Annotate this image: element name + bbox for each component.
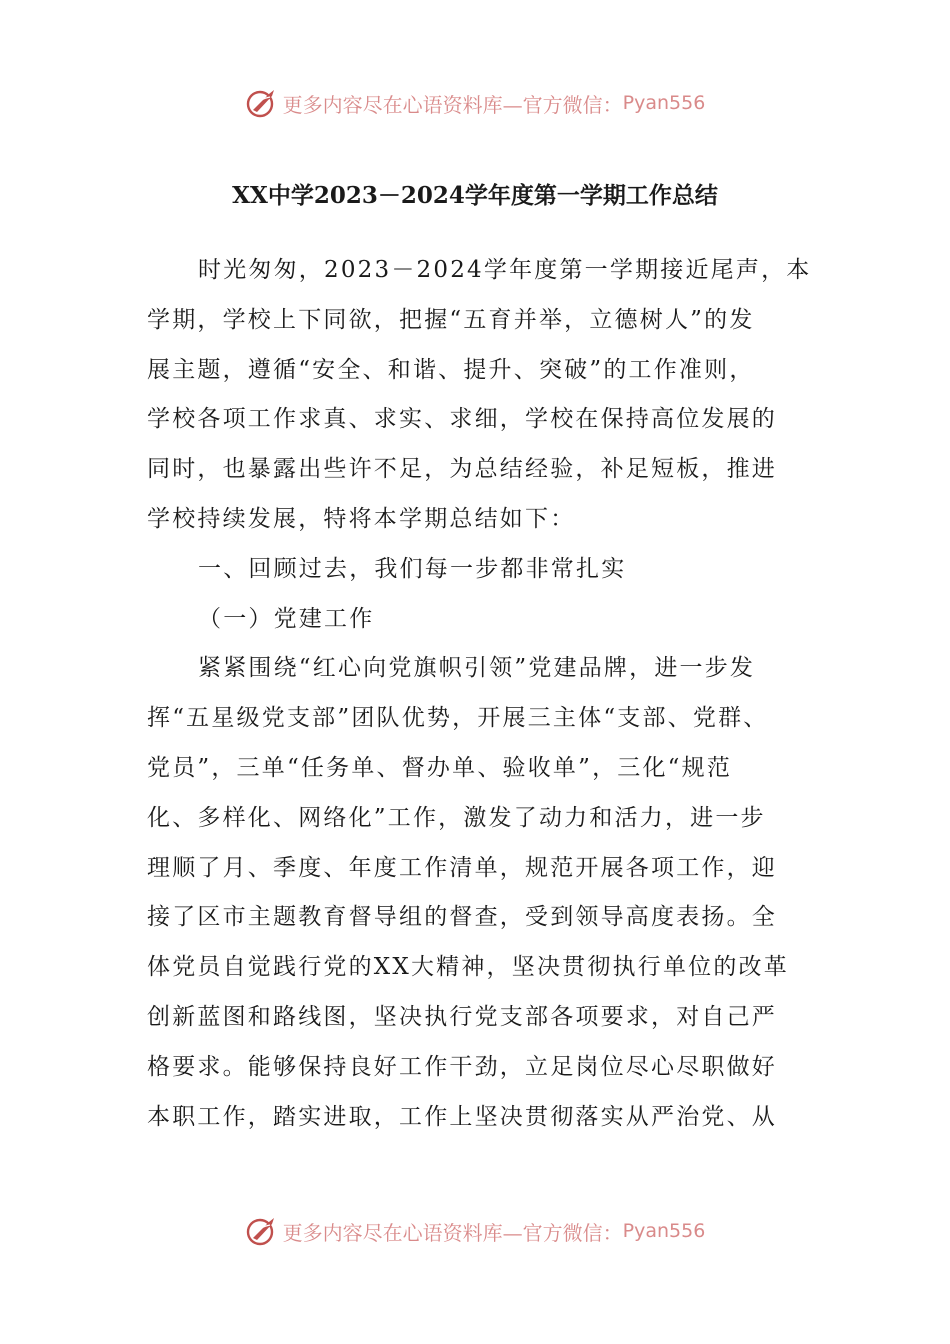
paragraph-line: 格要求。能够保持良好工作干劲，立足岗位尽心尽职做好: [147, 1053, 777, 1080]
banner-text: 更多内容尽在心语资料库—官方微信：: [282, 1220, 623, 1245]
section-heading: 一、回顾过去，我们每一步都非常扎实: [198, 555, 627, 582]
wechat-id: Pyan556: [622, 92, 706, 114]
banner-text: 更多内容尽在心语资料库—官方微信：: [282, 92, 623, 117]
paragraph-line: 化、多样化、网络化”工作，激发了动力和活力，进一步: [147, 804, 766, 831]
paragraph-line: 挥“五星级党支部”团队优势，开展三主体“支部、党群、: [147, 705, 769, 732]
paragraph-line: 紧紧围绕“红心向党旗帜引领”党建品牌，进一步发: [198, 655, 756, 682]
document-body: [147, 246, 812, 1142]
paragraph-line: 党员”，三单“任务单、督办单、验收单”，三化“规范: [147, 754, 733, 781]
header-banner: [0, 83, 950, 123]
paragraph-line: 学校各项工作求真、求实、求细，学校在保持高位发展的: [147, 406, 777, 433]
paragraph-line: 展主题，遵循“安全、和谐、提升、突破”的工作准则，: [147, 356, 755, 383]
paragraph-line: 时光匆匆，2023－2024学年度第一学期接近尾声，本: [198, 257, 812, 283]
paragraph-line: 理顺了月、季度、年度工作清单，规范开展各项工作，迎: [147, 854, 777, 881]
footer-banner: [0, 1211, 950, 1251]
paragraph-line: 同时，也暴露出些许不足，为总结经验，补足短板，推进: [147, 456, 777, 483]
subsection-heading: （一）党建工作: [198, 605, 375, 632]
wechat-id: Pyan556: [622, 1220, 706, 1242]
paragraph-line: 学校持续发展，特将本学期总结如下：: [147, 505, 576, 532]
paragraph-line: 创新蓝图和路线图，坚决执行党支部各项要求，对自己严: [147, 1003, 777, 1030]
pen-logo-icon: [245, 1214, 279, 1248]
paragraph-line: 接了区市主题教育督导组的督查，受到领导高度表扬。全: [147, 904, 777, 931]
pen-logo-icon: [245, 86, 279, 120]
paragraph-line: 体党员自觉践行党的XX大精神，坚决贯彻执行单位的改革: [147, 954, 789, 981]
paragraph-line: 学期，学校上下同欲，把握“五育并举，立德树人”的发: [147, 306, 755, 333]
document-title: XX中学2023－2024学年度第一学期工作总结: [232, 182, 718, 209]
paragraph-line: 本职工作，踏实进取，工作上坚决贯彻落实从严治党、从: [147, 1103, 777, 1130]
